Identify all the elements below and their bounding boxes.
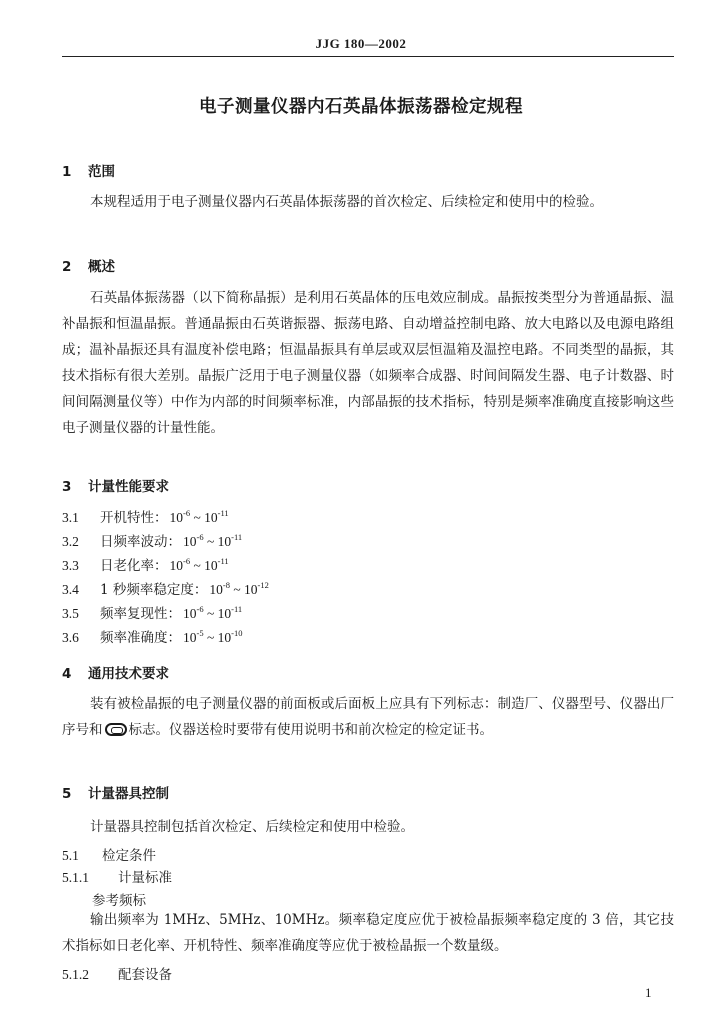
section-title: 计量器具控制	[88, 786, 169, 802]
subsection-5-1-1: 5.1.1 计量标准	[62, 870, 172, 886]
requirement-item: 3.5 频率复现性： $10^{-6}$ ~ $10^{-11}$	[62, 604, 243, 622]
section-number: 1	[62, 164, 72, 180]
page-title: 电子测量仪器内石英晶体振荡器检定规程	[199, 97, 523, 117]
requirement-item: 3.1 开机特性： $10^{-6}$ ~ $10^{-11}$	[62, 508, 229, 526]
cmc-mark-icon	[105, 723, 127, 736]
section-2-body: 石英晶体振荡器（以下简称晶振）是利用石英晶体的压电效应制成。晶振按类型分为普通晶振、温补晶振和恒温晶振。普通晶振由石英谐振器、振荡电路、自动增益控制电路、放大电路以及电源电路组成；温补晶振还具有温度补偿电路；恒温晶振具有单层或双层恒温箱及温控电路。不同类型的晶振，其技术指标有很大差别。晶振广泛用于电子测量仪器（如频率合成器、时间间隔发生器、电子计数器、时间间隔测量仪等）中作为内部的时间频率标准，内部晶振的技术指标，特别是频率准确度直接影响这些电子测量仪器的计量性能。	[62, 290, 674, 436]
header-rule	[62, 56, 674, 57]
standard-code-header: JJG 180—2002	[315, 36, 407, 51]
requirement-item: 3.6 频率准确度： $10^{-5}$ ~ $10^{-10}$	[62, 628, 243, 646]
section-4-body: 装有被检晶振的电子测量仪器的前面板或后面板上应具有下列标志：制造厂、仪器型号、仪器出厂序号和 标志。仪器送检时要带有使用说明书和前次检定的检定证书。	[62, 696, 674, 738]
section-number: 4	[62, 666, 72, 682]
section-number: 2	[62, 259, 72, 275]
subsection-5-1: 5.1 检定条件	[62, 848, 156, 864]
section-title: 概述	[88, 259, 115, 275]
section-title: 计量性能要求	[88, 479, 169, 495]
section-title: 通用技术要求	[88, 666, 169, 682]
section-number: 5	[62, 786, 72, 802]
requirement-item: 3.4 1 秒频率稳定度： $10^{-8}$ ~ $10^{-12}$	[62, 580, 269, 598]
reference-frequency-body: 输出频率为 1MHz、5MHz、10MHz。频率稳定度应优于被检晶振频率稳定度的 3 倍，其它技术指标如日老化率、开机特性、频率准确度等应优于被检晶振一个数量级。	[62, 912, 674, 954]
reference-frequency-label: 参考频标	[92, 893, 146, 909]
requirement-item: 3.3 日老化率： $10^{-6}$ ~ $10^{-11}$	[62, 556, 229, 574]
section-2-heading	[62, 255, 115, 275]
section-3-heading	[62, 475, 169, 495]
section-1-body: 本规程适用于电子测量仪器内石英晶体振荡器的首次检定、后续检定和使用中的检验。	[90, 194, 603, 210]
page-number: 1	[645, 985, 652, 1000]
section-1-heading	[62, 160, 115, 180]
section-number: 3	[62, 479, 72, 495]
section-5-heading	[62, 782, 169, 802]
requirement-item: 3.2 日频率波动： $10^{-6}$ ~ $10^{-11}$	[62, 532, 243, 550]
section-4-heading	[62, 662, 169, 682]
subsection-5-1-2: 5.1.2 配套设备	[62, 967, 172, 983]
section-title: 范围	[88, 164, 115, 180]
section-5-body: 计量器具控制包括首次检定、后续检定和使用中检验。	[90, 819, 414, 835]
